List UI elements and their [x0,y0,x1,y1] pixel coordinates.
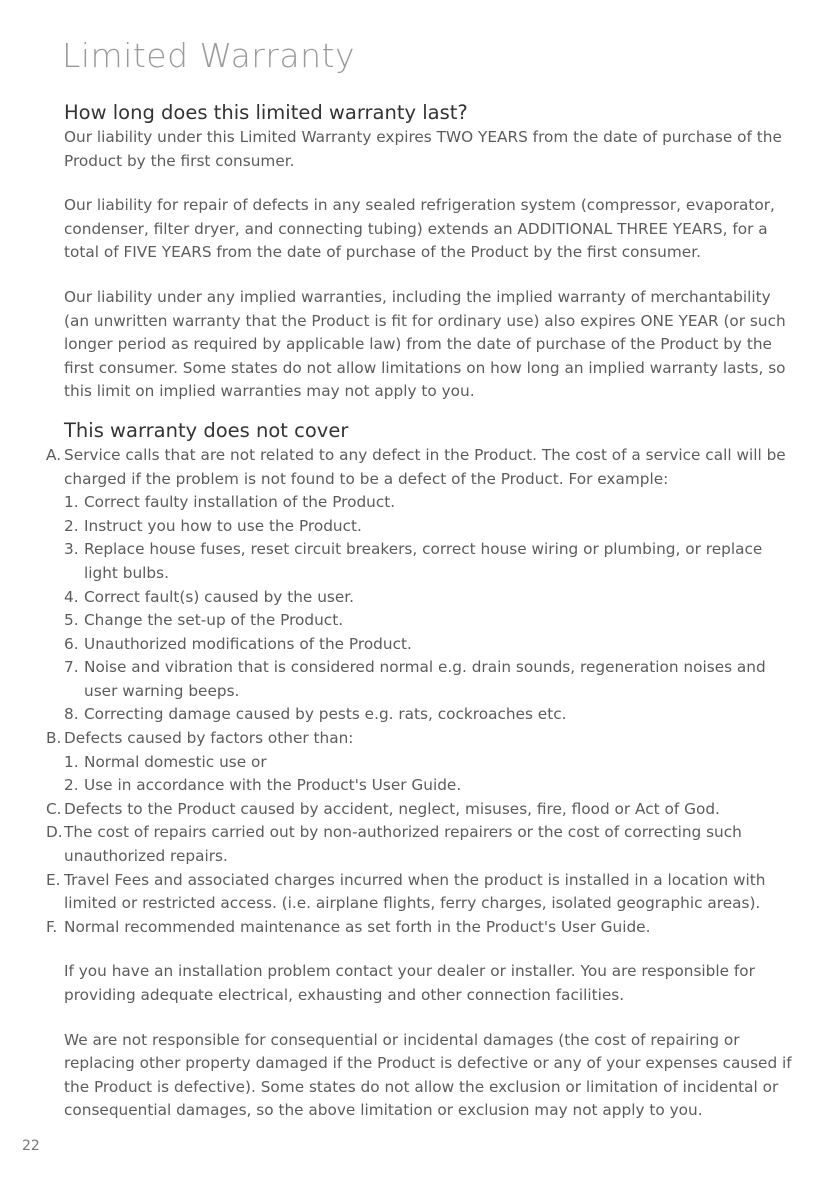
section-heading-duration: How long does this limited warranty last? [64,101,468,124]
list-marker: 4. [64,587,79,606]
warranty-content [46,100,794,1144]
list-item [46,916,796,940]
sub-list-item [64,703,796,727]
section-heading-exclusions: This warranty does not cover [64,418,349,442]
paragraph: We are not responsible for consequential or incidental damages (the cost of repairing or replacing other property damaged if the Product is defective or any of your expenses caused if the Product is defective). Some states do not allow the exclusion or limitation of incidental or consequential damages, so the above limitation or exclusion may not apply to you. [64,1030,792,1120]
paragraph: Our liability under any implied warranties, including the implied warranty of merchantability (an unwritten warranty that the Product is fit for ordinary use) also expires ONE YEAR (or such longer period as required by applicable law) from the date of purchase of the Product by the first consumer. Some states do not allow limitations on how long an implied warranty lasts, so this limit on implied warranties may not apply to you. [64,287,786,401]
sub-list [64,491,796,727]
sub-list-item [64,491,796,515]
list-item-text: Unauthorized modifications of the Product. [84,634,412,653]
list-marker: 8. [64,705,79,724]
list-marker: 6. [64,634,79,653]
list-marker: A. [46,445,62,464]
list-item-text: The cost of repairs carried out by non-authorized repairers or the cost of correcting such unauthorized repairs. [64,823,742,866]
page-title: Limited Warranty [62,36,356,75]
list-item-text: Correct fault(s) caused by the user. [84,587,355,606]
list-item-text: Defects caused by factors other than: [64,729,354,748]
list-item-text: Noise and vibration that is considered normal e.g. drain sounds, regeneration noises and user warning beeps. [84,658,766,700]
paragraph: Our liability under this Limited Warranty expires TWO YEARS from the date of purchase of the Product by the first consumer. [64,128,782,170]
list-item-text: Normal domestic use or [84,752,267,771]
sub-list-item [64,609,796,633]
sub-list-item [64,774,796,798]
page-number: 22 [22,1138,40,1154]
list-item-text: Instruct you how to use the Product. [84,516,362,535]
sub-list-item [64,538,796,585]
warranty-exclusions-section [46,418,794,1123]
list-marker: D. [46,823,63,842]
sub-list-item [64,586,796,610]
list-item [46,444,796,727]
list-item-text: Use in accordance with the Product's User Guide. [84,776,462,795]
list-item-text: Normal recommended maintenance as set forth in the Product's User Guide. [64,917,651,936]
paragraph: If you have an installation problem contact your dealer or installer. You are responsible for providing adequate electrical, exhausting and other connection facilities. [64,962,755,1004]
list-item-text: Travel Fees and associated charges incurred when the product is installed in a location with limited or restricted access. (i.e. airplane flights, ferry charges, isolated geographic areas). [64,870,766,913]
list-item-text: Correct faulty installation of the Product. [84,493,396,512]
list-marker: B. [46,729,62,748]
sub-list-item [64,633,796,657]
exclusions-list [46,444,796,939]
list-marker: 7. [64,658,79,677]
list-marker: 2. [64,776,79,795]
list-item-text: Defects to the Product caused by accident, neglect, misuses, fire, flood or Act of God. [64,799,720,818]
list-item-text: Service calls that are not related to any defect in the Product. The cost of a service call will be charged if the problem is not found to be a defect of the Product. For example: [64,445,786,488]
list-item [46,727,796,798]
paragraph: Our liability for repair of defects in any sealed refrigeration system (compressor, evaporator, condenser, filter dryer, and connecting tubing) extends an ADDITIONAL THREE YEARS, for a total of FIVE YEARS from the date of purchase of the Product by the first consumer. [64,196,775,262]
sub-list-item [64,656,796,703]
sub-list-item [64,751,796,775]
list-item [46,869,796,916]
list-marker: 2. [64,516,79,535]
list-marker: 1. [64,752,79,771]
list-item [46,821,796,868]
list-marker: E. [46,870,61,889]
list-marker: 3. [64,540,79,559]
list-item-text: Replace house fuses, reset circuit breakers, correct house wiring or plumbing, or replace light bulbs. [84,540,763,582]
list-marker: F. [46,917,58,936]
list-item [46,798,796,822]
list-item-text: Correcting damage caused by pests e.g. rats, cockroaches etc. [84,705,567,724]
list-marker: 1. [64,493,79,512]
notes [64,960,794,1123]
sub-list [64,751,796,798]
list-marker: C. [46,799,62,818]
sub-list-item [64,515,796,539]
warranty-duration-section [64,100,794,404]
list-item-text: Change the set-up of the Product. [84,611,344,630]
list-marker: 5. [64,611,79,630]
